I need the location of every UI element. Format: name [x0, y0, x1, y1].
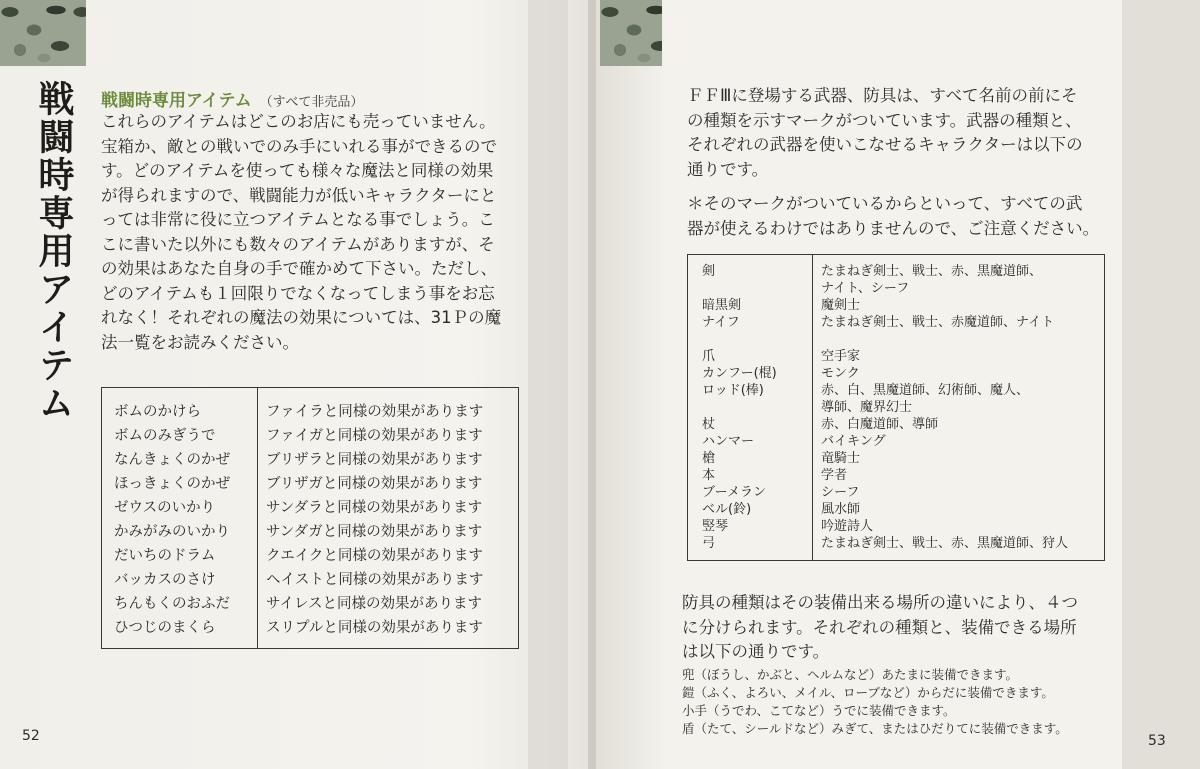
weapon-type — [688, 331, 813, 348]
table-row — [102, 423, 519, 447]
weapon-users: 赤、白、黒魔道師、幻術師、魔人、 — [821, 383, 1030, 398]
weapon-type: ハンマー — [688, 433, 813, 450]
table-row — [102, 447, 519, 471]
paragraph-line: に分けられます。それぞれの種類と、装備できる場所 — [682, 617, 1077, 637]
weapon-users: シーフ — [821, 485, 860, 500]
list-item: 盾（たて、シールドなど）みぎて、またはひだりてに装備できます。 — [682, 721, 1068, 736]
paragraph-line: が得られますので、戦闘能力が低いキャラクターにと — [101, 185, 497, 205]
weapon-type: 剣 — [688, 255, 813, 281]
table-row — [688, 280, 1105, 297]
item-name: ゼウスのいかり — [102, 495, 258, 519]
item-name: ボムのかけら — [102, 388, 258, 424]
paragraph-line: これらのアイテムはどこのお店にも売っていません。 — [101, 112, 496, 131]
item-effect: ブリザガと同様の効果があります — [266, 476, 483, 492]
weapon-users: バイキング — [821, 434, 886, 449]
weapon-type: 爪 — [688, 348, 813, 365]
item-effect: サンダガと同様の効果があります — [266, 524, 483, 540]
table-row — [688, 365, 1105, 382]
item-name: だいちのドラム — [102, 543, 258, 567]
item-effect: ファイガと同様の効果があります — [266, 428, 483, 444]
weapons-intro-paragraph — [687, 84, 1083, 182]
weapon-users: 赤、白魔道師、導師 — [821, 417, 939, 432]
weapon-types-table — [687, 254, 1105, 561]
table-row — [688, 297, 1105, 314]
paragraph-line: 法一覧をお読みください。 — [101, 332, 299, 352]
table-row — [102, 567, 519, 591]
weapon-type: 暗黒剣 — [688, 297, 813, 314]
weapon-users: モンク — [821, 366, 860, 381]
paragraph-line: それぞれの武器を使いこなせるキャラクターは以下の — [687, 135, 1083, 154]
table-row — [102, 471, 519, 495]
background-bleed-strip — [1122, 0, 1200, 769]
section-heading-text: 戦闘時専用アイテム — [101, 91, 252, 111]
table-row — [688, 255, 1105, 281]
item-effect: クエイクと同様の効果があります — [266, 548, 483, 564]
weapon-type — [688, 399, 813, 416]
paragraph-line: の種類を示すマークがついています。武器の種類と、 — [687, 110, 1082, 130]
table-row — [102, 519, 519, 543]
table-row — [102, 591, 519, 615]
paragraph-line: っては非常に役に立つアイテムとなる事でしょう。こ — [101, 210, 495, 229]
paragraph-line: の効果はあなた自身の手で確かめて下さい。ただし、 — [101, 259, 497, 278]
weapon-users: たまねぎ剣士、戦士、赤魔道師、ナイト — [821, 315, 1055, 330]
weapon-type: ベル(鈴) — [688, 501, 813, 518]
weapon-type: ロッド(棒) — [688, 382, 813, 399]
table-row — [688, 501, 1105, 518]
weapon-type: ブーメラン — [688, 484, 813, 501]
weapon-users: 吟遊詩人 — [821, 519, 874, 534]
weapon-users: たまねぎ剣士、戦士、赤、黒魔道師、狩人 — [821, 536, 1069, 551]
caution-note — [687, 192, 1099, 241]
weapon-type: 弓 — [688, 535, 813, 561]
table-row — [688, 314, 1105, 331]
table-row — [688, 535, 1105, 561]
weapon-users: 竜騎士 — [821, 451, 861, 466]
table-row — [688, 399, 1105, 416]
paragraph-line: 防具の種類はその装備出来る場所の違いにより、４つ — [682, 593, 1078, 612]
weapon-users: ナイト、シーフ — [821, 281, 910, 296]
paragraph-line: れなく！それぞれの魔法の効果については、31Ｐの魔 — [101, 308, 502, 327]
weapon-users — [813, 331, 1105, 348]
item-name: バッカスのさけ — [102, 567, 258, 591]
armor-intro-paragraph — [682, 591, 1078, 665]
paragraph-line: 器が使えるわけではありませんので、ご注意ください。 — [687, 218, 1100, 238]
item-effect: サイレスと同様の効果があります — [266, 596, 483, 612]
table-row — [688, 348, 1105, 365]
weapon-users: 導師、魔界幻士 — [821, 400, 913, 415]
table-row — [102, 543, 519, 567]
paragraph-line: 宝箱か、敵との戦いでのみ手にいれる事ができるので — [101, 136, 497, 156]
page-title: 戦闘時専用アイテム — [33, 80, 74, 422]
table-row — [102, 495, 519, 519]
list-item: 小手（うでわ、こてなど）うでに装備できます。 — [682, 703, 956, 718]
item-effect: ヘイストと同様の効果があります — [266, 572, 484, 588]
item-effect: サンダラと同様の効果があります — [266, 500, 483, 516]
weapon-users: 魔剣士 — [821, 298, 861, 313]
list-item: 兜（ぼうし、かぶと、ヘルムなど）あたまに装備できます。 — [682, 667, 1019, 682]
paragraph-line: こに書いた以外にも数々のアイテムがありますが、そ — [101, 234, 495, 254]
table-row — [688, 433, 1105, 450]
table-row — [688, 382, 1105, 399]
armor-list — [682, 666, 1068, 738]
item-name: なんきょくのかぜ — [102, 447, 258, 471]
paragraph-line: す。どのアイテムを使っても様々な魔法と同様の効果 — [101, 161, 494, 180]
paragraph-line: 通りです。 — [687, 159, 769, 179]
item-name: ちんもくのおふだ — [102, 591, 258, 615]
paragraph-line: ＊そのマークがついているからといって、すべての武 — [687, 194, 1083, 213]
weapon-type: ナイフ — [688, 314, 813, 331]
item-effect: ブリザラと同様の効果があります — [266, 452, 483, 468]
item-effect: ファイラと同様の効果があります — [266, 404, 484, 420]
table-row — [688, 518, 1105, 535]
item-name: ほっきょくのかぜ — [102, 471, 258, 495]
camouflage-corner-decoration — [0, 0, 86, 66]
table-row — [102, 615, 519, 649]
section-heading — [101, 86, 363, 111]
camouflage-corner-decoration — [600, 0, 662, 66]
weapon-type — [688, 280, 813, 297]
table-row — [688, 416, 1105, 433]
page-number-right: 53 — [1148, 733, 1166, 749]
weapon-type: 杖 — [688, 416, 813, 433]
item-name: ひつじのまくら — [102, 615, 258, 649]
weapon-users: たまねぎ剣士、戦士、赤、黒魔道師、 — [821, 264, 1043, 279]
item-effect: スリプルと同様の効果があります — [266, 620, 483, 636]
table-row — [688, 467, 1105, 484]
weapon-type: 槍 — [688, 450, 813, 467]
intro-paragraph — [101, 110, 501, 355]
battle-items-table — [101, 387, 519, 649]
table-row — [688, 484, 1105, 501]
section-heading-note: （すべて非売品） — [259, 95, 364, 110]
paragraph-line: は以下の通りです。 — [682, 642, 830, 661]
item-name: かみがみのいかり — [102, 519, 258, 543]
table-row — [102, 388, 519, 424]
item-name: ボムのみぎうで — [102, 423, 258, 447]
weapon-type: 竪琴 — [688, 518, 813, 535]
table-row — [688, 450, 1105, 467]
paragraph-line: どのアイテムも１回限りでなくなってしまう事をお忘 — [101, 283, 495, 303]
weapon-users: 風水師 — [821, 502, 861, 517]
page-number-left: 52 — [22, 728, 40, 744]
table-row — [688, 331, 1105, 348]
weapon-type: カンフー(棍) — [688, 365, 813, 382]
paragraph-line: ＦＦⅢに登場する武器、防具は、すべて名前の前にそ — [687, 86, 1078, 105]
weapon-users: 学者 — [821, 468, 848, 483]
weapon-type: 本 — [688, 467, 813, 484]
weapon-users: 空手家 — [821, 349, 861, 364]
list-item: 鎧（ふく、よろい、メイル、ローブなど）からだに装備できます。 — [682, 685, 1054, 700]
background-bleed-strip — [528, 0, 568, 769]
